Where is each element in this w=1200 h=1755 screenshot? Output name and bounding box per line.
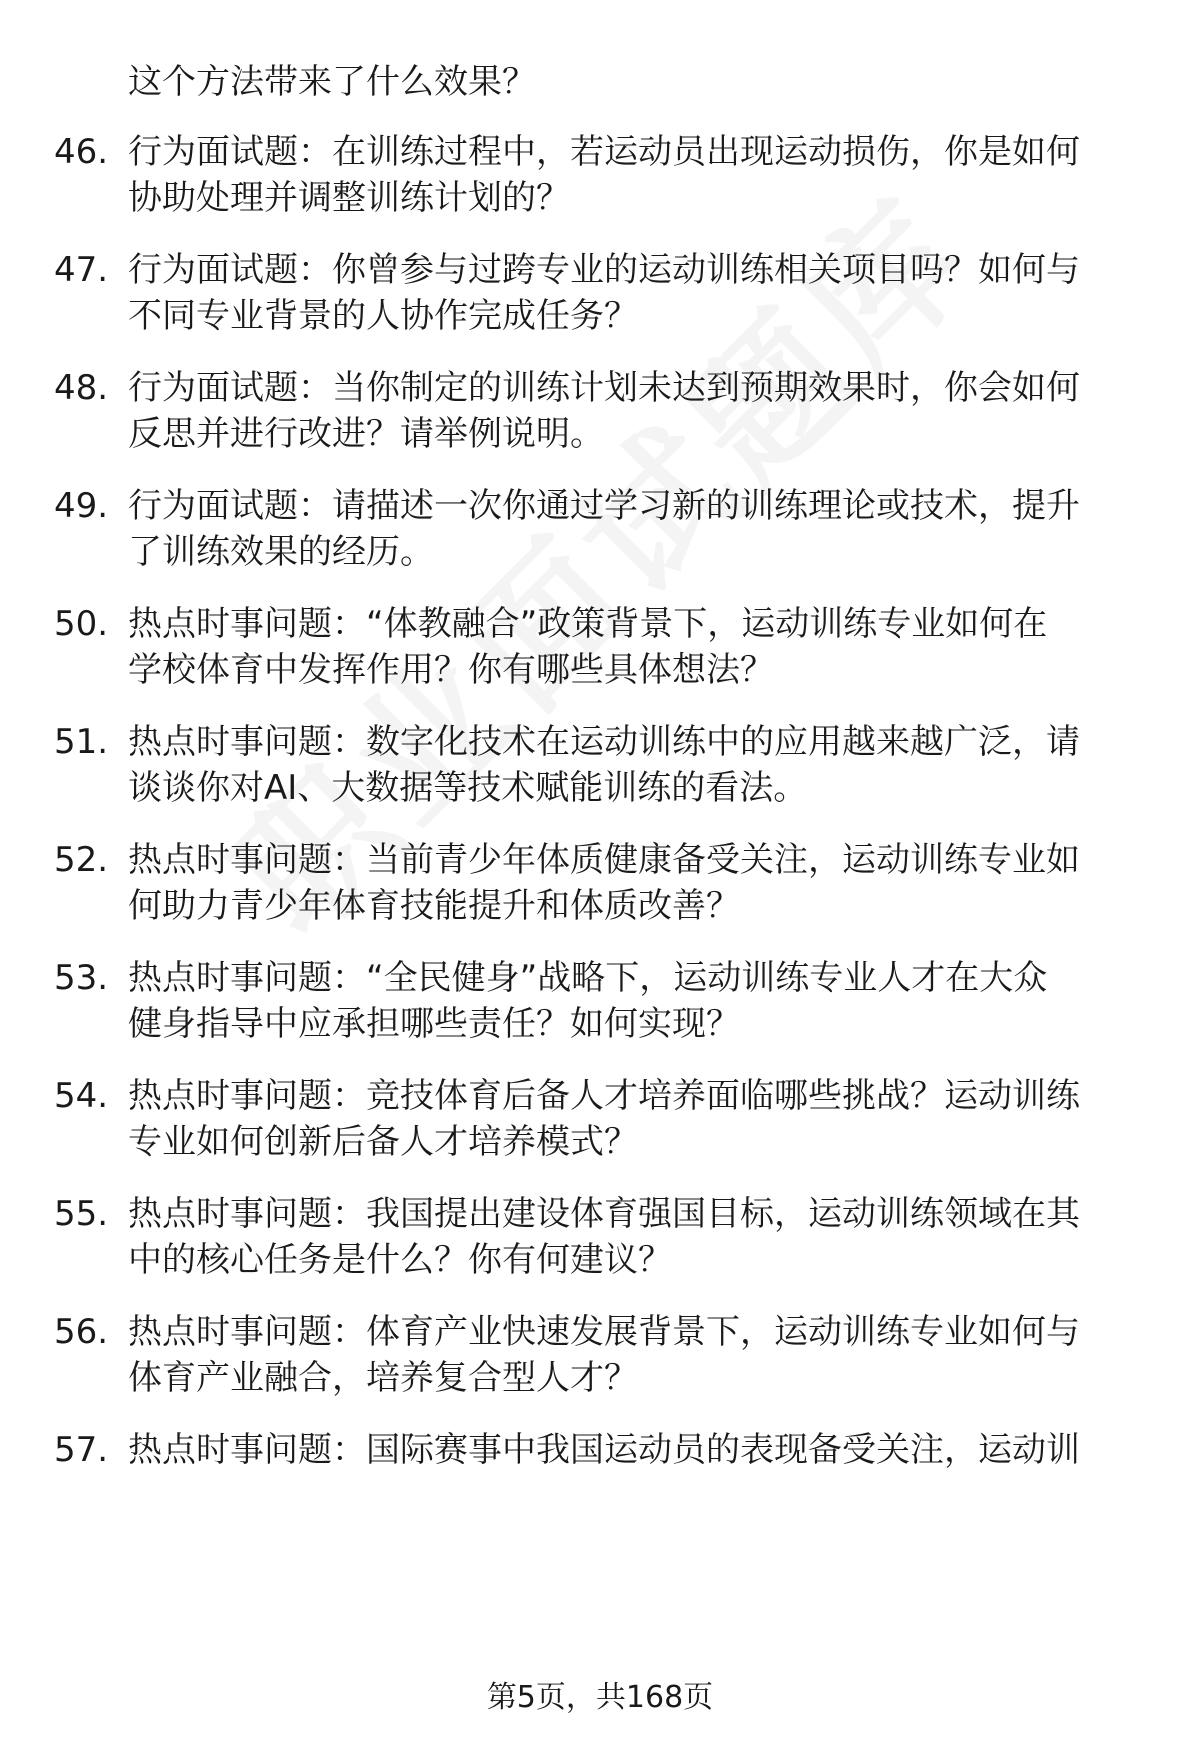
item-text-line2: 专业如何创新后备人才培养模式？ — [128, 1122, 638, 1162]
item-text-line2: 学校体育中发挥作用？你有哪些具体想法？ — [128, 650, 774, 690]
item-text-line1: 行为面试题：你曾参与过跨专业的运动训练相关项目吗？如何与 — [128, 250, 1080, 290]
item-text-line1: 热点时事问题：数字化技术在运动训练中的应用越来越广泛，请 — [128, 722, 1080, 762]
item-text-line1: 热点时事问题：竞技体育后备人才培养面临哪些挑战？运动训练 — [128, 1076, 1080, 1116]
page-footer: 第5页，共168页 — [486, 1680, 714, 1715]
item-text-line1: 热点时事问题：体育产业快速发展背景下，运动训练专业如何与 — [128, 1312, 1080, 1352]
item-text-line2: 谈谈你对AI、大数据等技术赋能训练的看法。 — [128, 768, 808, 808]
item-number: 55. — [54, 1194, 109, 1234]
item-number: 50. — [54, 604, 109, 644]
item-number: 49. — [54, 486, 109, 526]
item-number: 51. — [54, 722, 109, 762]
item-text-line2: 了训练效果的经历。 — [128, 532, 434, 572]
item-text-line1: 热点时事问题：我国提出建设体育强国目标，运动训练领域在其 — [128, 1194, 1080, 1234]
item-text-line1: 热点时事问题：“全民健身”战略下，运动训练专业人才在大众 — [128, 958, 1048, 998]
item-number: 47. — [54, 250, 109, 290]
item-number: 54. — [54, 1076, 109, 1116]
item-text-line1: 热点时事问题：“体教融合”政策背景下，运动训练专业如何在 — [128, 604, 1048, 644]
item-number: 57. — [54, 1430, 109, 1470]
item-text-line1: 行为面试题：请描述一次你通过学习新的训练理论或技术，提升 — [128, 486, 1080, 526]
item-text-line2: 何助力青少年体育技能提升和体质改善？ — [128, 886, 740, 926]
item-number: 48. — [54, 368, 109, 408]
item-text-line1: 热点时事问题：国际赛事中我国运动员的表现备受关注，运动训 — [128, 1430, 1080, 1470]
item-number: 53. — [54, 958, 109, 998]
item-number: 56. — [54, 1312, 109, 1352]
item-text-line1: 行为面试题：在训练过程中，若运动员出现运动损伤，你是如何 — [128, 132, 1080, 172]
item-text-line1: 热点时事问题：当前青少年体质健康备受关注，运动训练专业如 — [128, 840, 1080, 880]
item-text-line2: 不同专业背景的人协作完成任务？ — [128, 296, 638, 336]
continuation-line: 这个方法带来了什么效果？ — [128, 62, 536, 102]
item-text-line2: 反思并进行改进？请举例说明。 — [128, 414, 604, 454]
item-text-line1: 行为面试题：当你制定的训练计划未达到预期效果时，你会如何 — [128, 368, 1080, 408]
item-text-line2: 健身指导中应承担哪些责任？如何实现？ — [128, 1004, 740, 1044]
item-text-line2: 中的核心任务是什么？你有何建议？ — [128, 1240, 672, 1280]
item-text-line2: 体育产业融合，培养复合型人才？ — [128, 1358, 638, 1398]
item-number: 52. — [54, 840, 109, 880]
item-number: 46. — [54, 132, 109, 172]
item-text-line2: 协助处理并调整训练计划的？ — [128, 178, 570, 218]
